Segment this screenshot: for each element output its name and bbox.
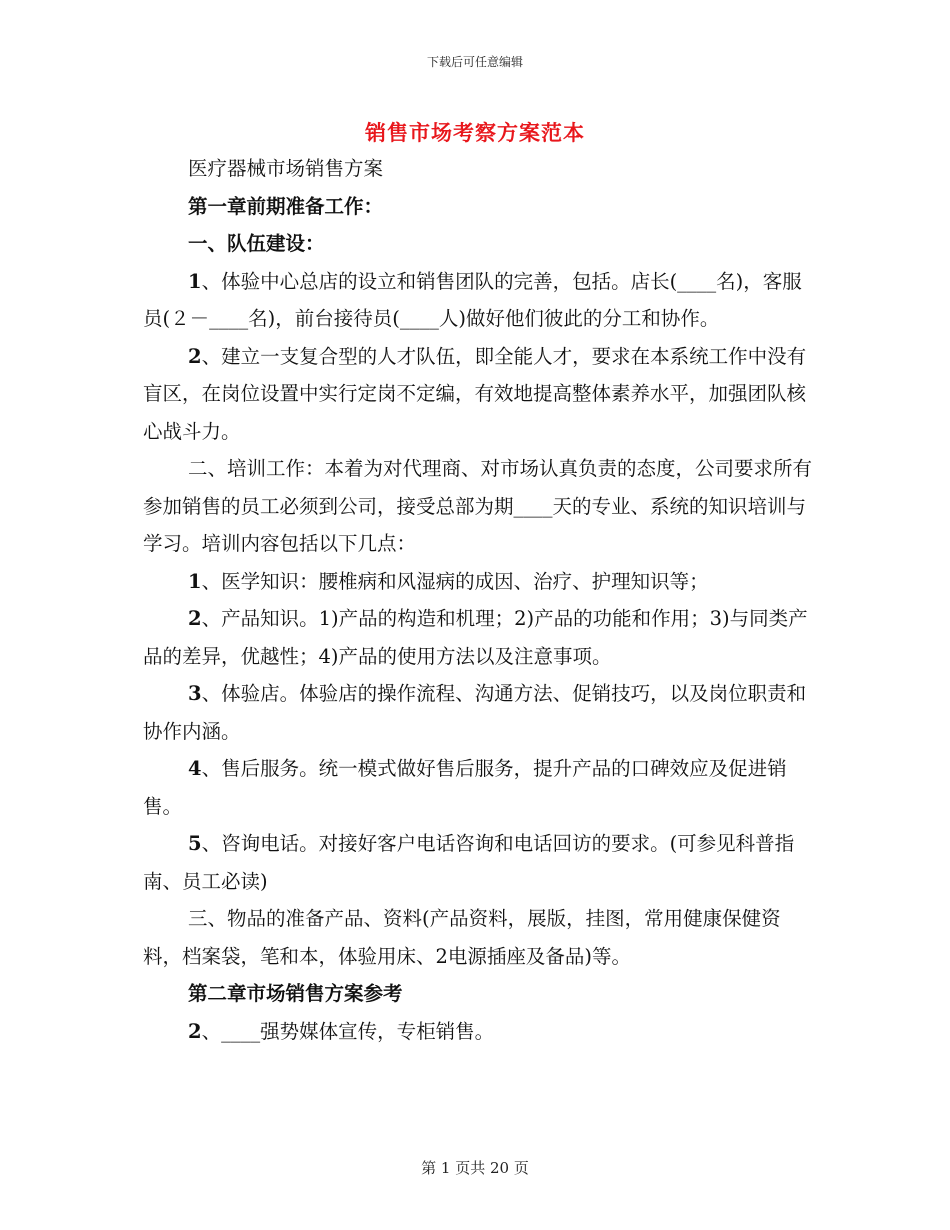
paragraph-item [143,563,813,601]
chapter-1-heading: 第一章前期准备工作： [188,194,384,218]
header-note: 下载后可任意编辑 [426,55,523,69]
chapter-2-heading: 第二章市场销售方案参考 [188,982,403,1005]
item-number: 1 [188,569,202,593]
item-number: 2 [188,344,202,368]
item-text: 、售后服务。统一模式做好售后服务，提升产品的口碑效应及促进销售。 [143,757,787,818]
item-text: 、产品知识。1)产品的构造和机理；2)产品的功能和作用；3)与同类产品的差异，优越性；4)产品的使用方法以及注意事项。 [143,607,808,668]
item-text: 、体验中心总店的设立和销售团队的完善，包括。店长(____名)，客服员(２－____名)，前台接待员(____人)做好他们彼此的分工和协作。 [143,269,802,330]
paragraph-item [143,338,813,451]
paragraph-item [143,825,813,900]
item-text: 、咨询电话。对接好客户电话咨询和电话回访的要求。(可参见科普指南、员工必读) [143,832,795,893]
paragraph-materials: 三、物品的准备产品、资料(产品资料，展版，挂图，常用健康保健资料，档案袋，笔和本，体验用床、2电源插座及备品)等。 [143,907,781,968]
item-text: 、体验店。体验店的操作流程、沟通方法、促销技巧，以及岗位职责和协作内涵。 [143,682,807,743]
item-text: 、医学知识：腰椎病和风湿病的成因、治疗、护理知识等； [201,569,709,593]
paragraph-item [143,263,813,338]
section-team-heading: 一、队伍建设： [188,232,325,255]
paragraph-item [143,600,813,675]
item-number: 5 [188,832,202,855]
paragraph-training: 二、培训工作：本着为对代理商、对市场认真负责的态度，公司要求所有参加销售的员工必须到公司，接受总部为期____天的专业、系统的知识培训与学习。培训内容包括以下几点： [143,457,813,555]
paragraph-item [143,675,813,750]
item-number: 2 [188,1019,202,1043]
item-number: 4 [188,757,202,780]
item-text: 、建立一支复合型的人才队伍，即全能人才，要求在本系统工作中没有盲区，在岗位设置中实行定岗不定编，有效地提高整体素养水平，加强团队核心战斗力。 [143,344,807,443]
document-body [143,150,813,1050]
page-footer: 第 1 页共 20 页 [421,1159,529,1177]
document-title: 销售市场考察方案范本 [365,120,585,145]
paragraph-item [143,750,813,825]
paragraph-subtitle: 医疗器械市场销售方案 [188,157,384,180]
paragraph-item [143,1013,813,1051]
item-number: 2 [188,607,202,630]
item-number: 1 [188,269,202,293]
item-number: 3 [188,682,202,705]
item-text: 、____强势媒体宣传，专柜销售。 [201,1019,495,1043]
